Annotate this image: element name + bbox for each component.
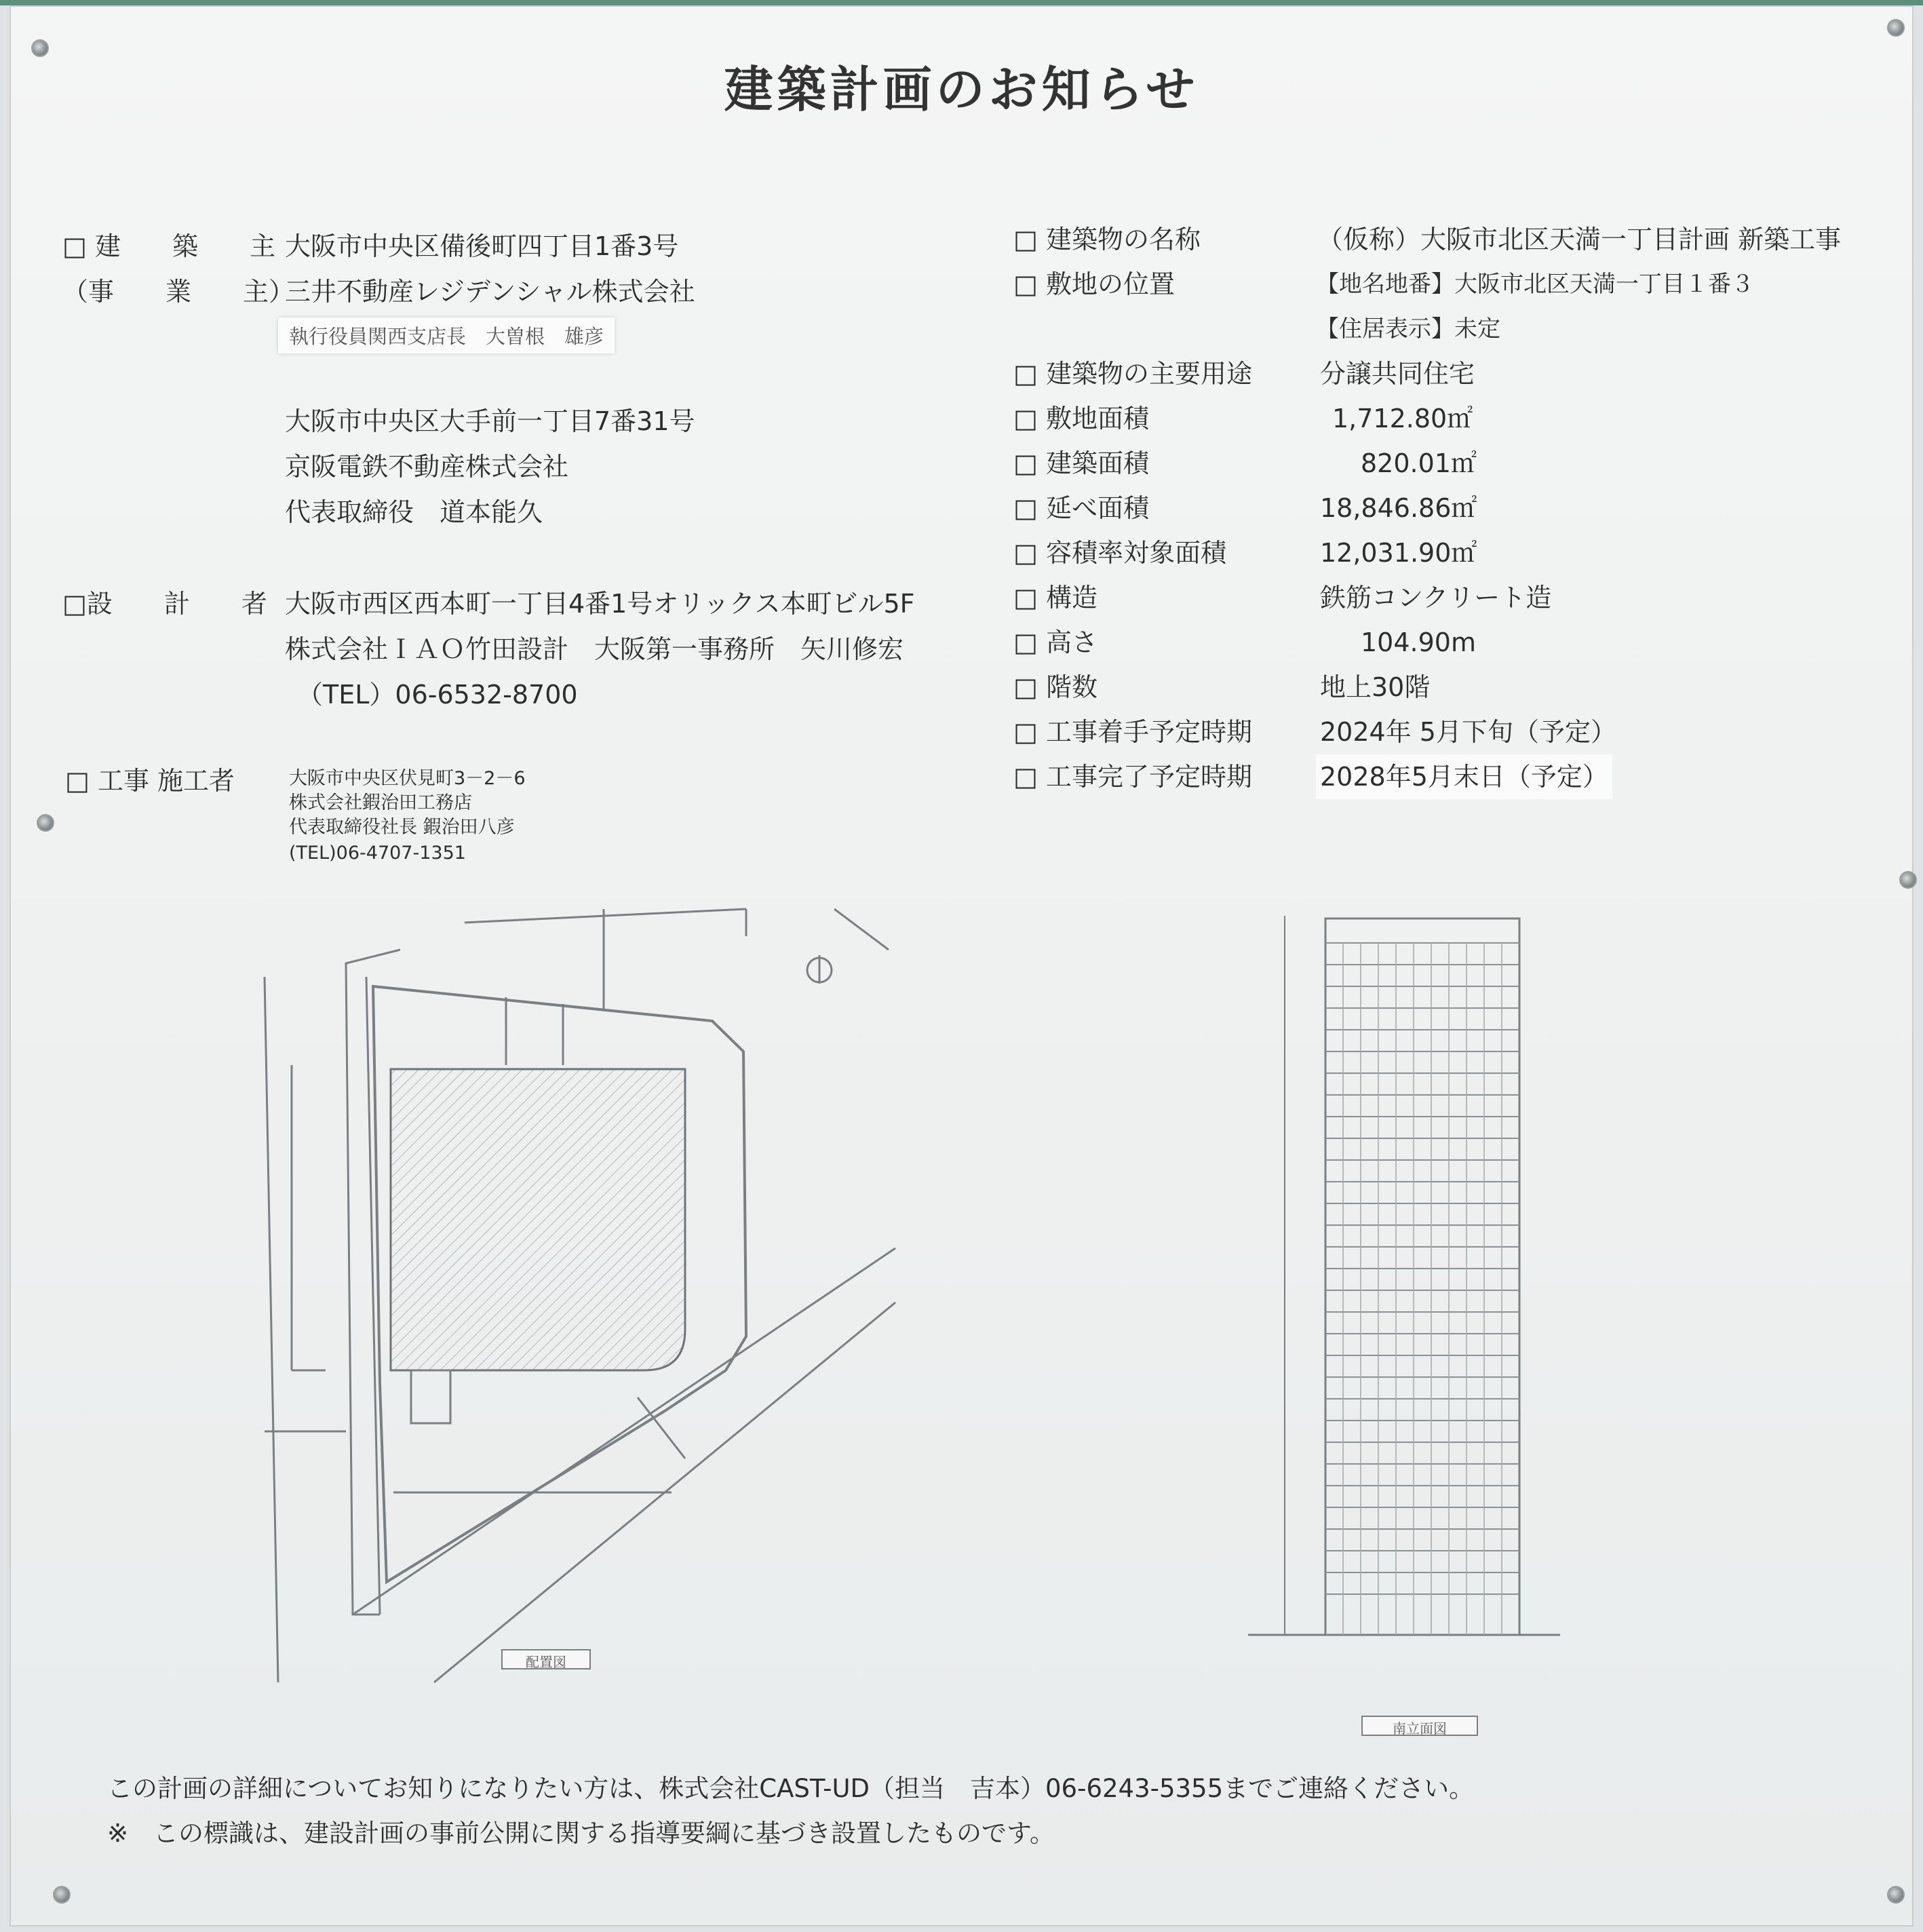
row-value-height: 104.90m — [1361, 627, 1476, 657]
row-label-site-area: □ 敷地面積 — [1013, 404, 1149, 433]
owner2-rep: 代表取締役 道本能久 — [285, 497, 543, 527]
contractor-rep: 代表取締役社長 鍜治田八彦 — [289, 817, 515, 838]
row-label-far-area: □ 容積率対象面積 — [1013, 538, 1226, 568]
footer-contact-line: この計画の詳細についてお知りになりたい方は、株式会社CAST-UD（担当 吉本）06-6243-5355までご連絡ください。 — [107, 1774, 1475, 1803]
elevation-drawing — [1241, 889, 1567, 1764]
row-value-structure: 鉄筋コンクリート造 — [1320, 583, 1552, 613]
contractor-address: 大阪市中央区伏見町3－2－6 — [289, 768, 526, 789]
owner1-rep-sticker: 執行役員関西支店長 大曽根 雄彦 — [278, 317, 615, 353]
footer-note-line: ※ この標識は、建設計画の事前公開に関する指導要綱に基づき設置したものです。 — [107, 1819, 1055, 1848]
row-label-site: □ 敷地の位置 — [1013, 269, 1175, 299]
row-label-use: □ 建築物の主要用途 — [1013, 359, 1252, 389]
designer-tel: （TEL）06-6532-8700 — [297, 680, 578, 710]
screw-icon — [1899, 871, 1917, 889]
row-label-total-area: □ 延べ面積 — [1013, 493, 1149, 523]
row-label-height: □ 高さ — [1013, 627, 1098, 657]
row-label-floors: □ 階数 — [1013, 672, 1098, 702]
contractor-company: 株式会社鍜治田工務店 — [289, 792, 472, 813]
row-value-far-area: 12,031.90㎡ — [1320, 538, 1477, 568]
page-title: 建築計画のお知らせ — [724, 61, 1199, 118]
owner-sub-label: （事 業 主） — [62, 277, 295, 307]
site-plan-caption: 配置図 — [526, 1654, 566, 1670]
row-label-structure: □ 構造 — [1013, 583, 1098, 613]
row-value-total-area: 18,846.86㎡ — [1320, 493, 1477, 523]
row-value-use: 分譲共同住宅 — [1320, 359, 1475, 389]
top-frame-strip — [0, 0, 1923, 5]
owner2-address: 大阪市中央区大手前一丁目7番31号 — [285, 406, 695, 436]
row-value-floors: 地上30階 — [1320, 672, 1431, 702]
screw-icon — [1887, 1886, 1905, 1904]
row-value-site-area: 1,712.80㎡ — [1332, 404, 1473, 433]
row-value-site-lot: 【地名地番】大阪市北区天満一丁目１番３ — [1316, 271, 1754, 298]
row-value-site-address: 【住居表示】未定 — [1316, 315, 1500, 343]
screw-icon — [37, 814, 54, 832]
contractor-tel: (TEL)06-4707-1351 — [289, 843, 466, 864]
row-label-finish: □ 工事完了予定時期 — [1013, 762, 1252, 792]
elevation-caption: 南立面図 — [1393, 1720, 1447, 1737]
row-value-start: 2024年 5月下旬（予定） — [1320, 717, 1616, 747]
row-value-building-area: 820.01㎡ — [1361, 448, 1477, 478]
row-label-name: □ 建築物の名称 — [1013, 225, 1201, 254]
owner2-company: 京阪電鉄不動産株式会社 — [285, 452, 569, 482]
row-value-finish: 2028年5月末日（予定） — [1316, 754, 1612, 799]
contractor-label: □ 工事 施工者 — [65, 766, 235, 796]
row-label-building-area: □ 建築面積 — [1013, 448, 1149, 478]
row-label-start: □ 工事着手予定時期 — [1013, 717, 1252, 747]
site-plan-drawing — [224, 895, 922, 1696]
designer-company: 株式会社ＩＡＯ竹田設計 大阪第一事務所 矢川修宏 — [285, 634, 904, 664]
owner-label: □ 建 築 主 — [62, 231, 275, 261]
owner1-address: 大阪市中央区備後町四丁目1番3号 — [285, 231, 679, 261]
row-value-name: （仮称）大阪市北区天満一丁目計画 新築工事 — [1317, 225, 1842, 254]
designer-address: 大阪市西区西本町一丁目4番1号オリックス本町ビル5F — [285, 589, 915, 619]
owner1-company: 三井不動産レジデンシャル株式会社 — [285, 277, 695, 307]
screw-icon — [1887, 19, 1905, 37]
screw-icon — [53, 1886, 71, 1904]
designer-label: □設 計 者 — [62, 589, 267, 619]
